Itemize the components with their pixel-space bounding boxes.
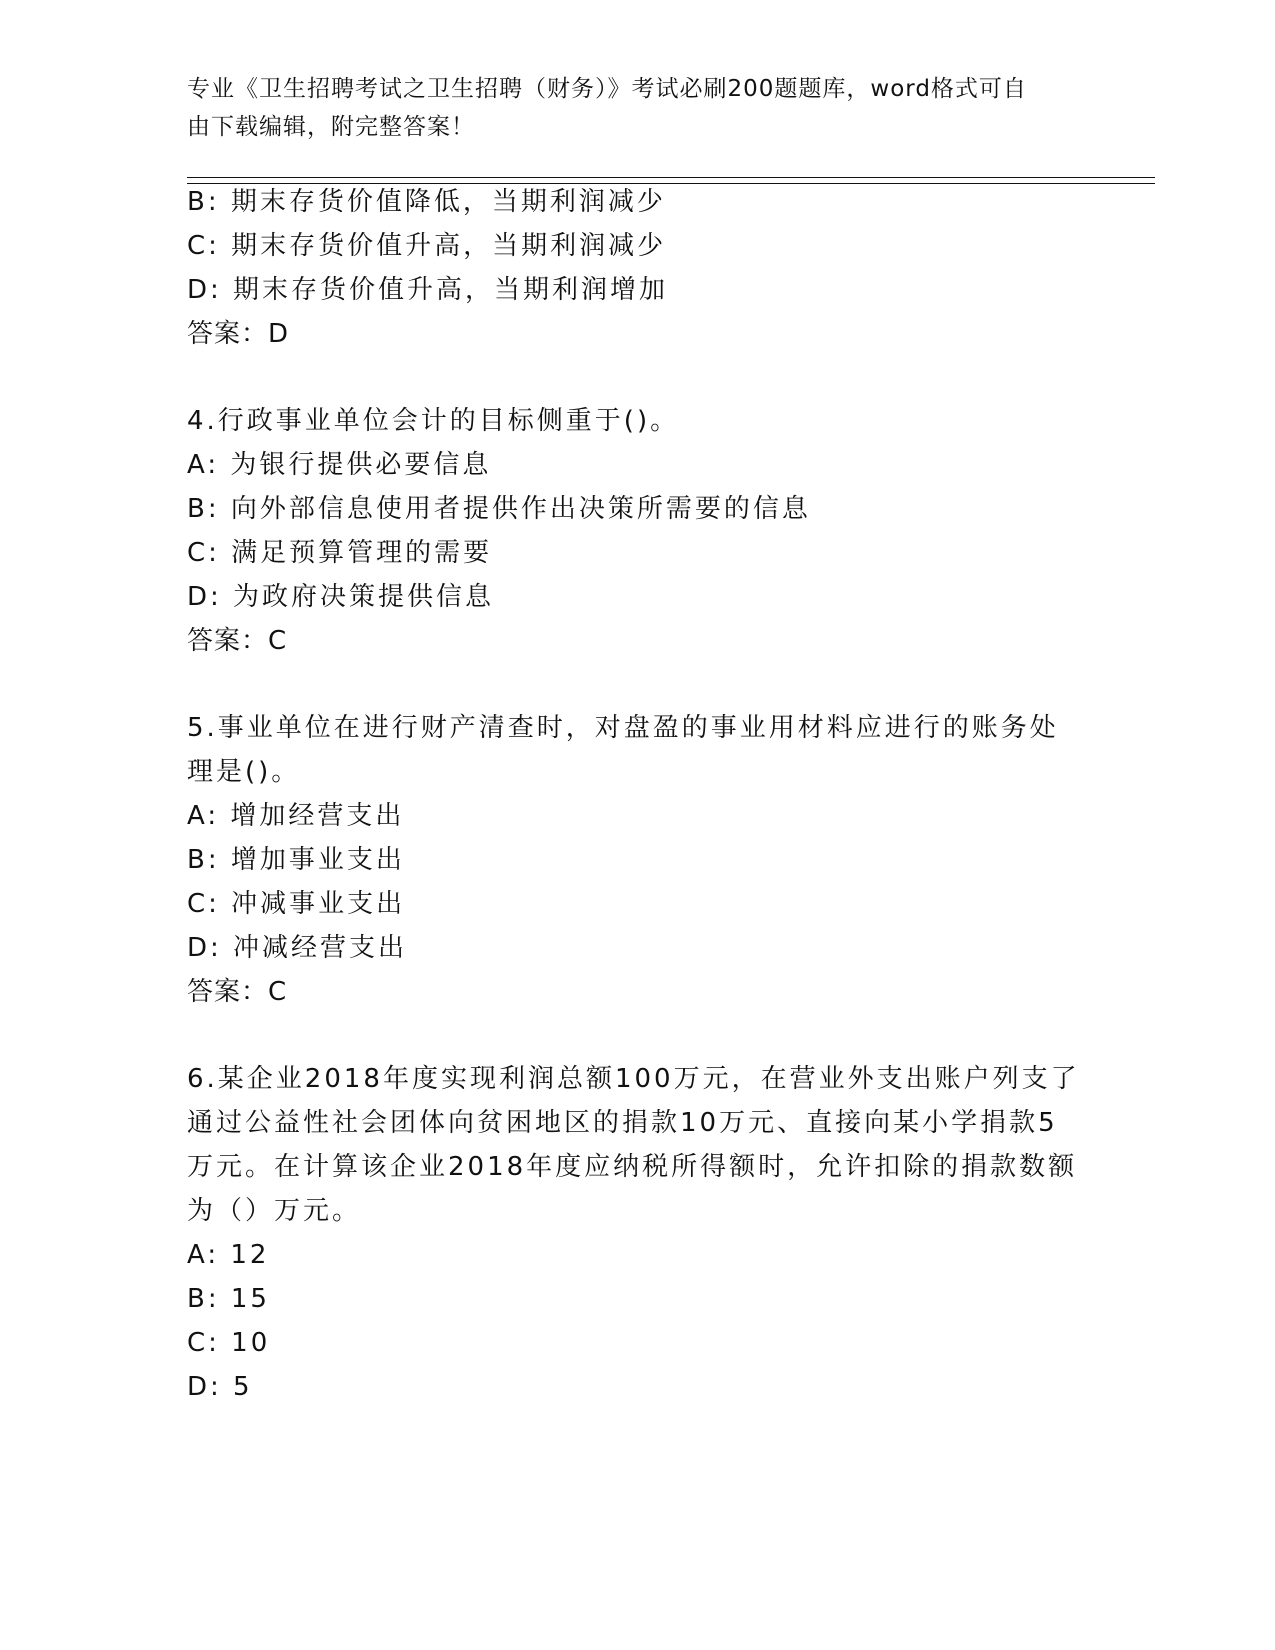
- q6-stem-line-2: 通过公益性社会团体向贫困地区的捐款10万元、直接向某小学捐款5: [187, 1108, 1058, 1138]
- q5-option-a: A: 增加经营支出: [187, 801, 405, 831]
- q5-stem-line-2: 理是()。: [187, 757, 301, 787]
- q5-option-c: C: 冲减事业支出: [187, 889, 406, 919]
- q3-option-b: B: 期末存货价值降低，当期利润减少: [187, 187, 666, 217]
- q3-option-d: D: 期末存货价值升高，当期利润增加: [187, 275, 669, 305]
- q3-option-c: C: 期末存货价值升高，当期利润减少: [187, 231, 667, 261]
- q6-stem-line-1: 6.某企业2018年度实现利润总额100万元，在营业外支出账户列支了: [187, 1064, 1080, 1094]
- q6-option-d: D: 5: [187, 1372, 253, 1402]
- q4-option-d: D: 为政府决策提供信息: [187, 582, 495, 612]
- q6-option-c: C: 10: [187, 1328, 271, 1358]
- q5-stem-line-1: 5.事业单位在进行财产清查时，对盘盈的事业用材料应进行的账务处: [187, 713, 1059, 743]
- q6-stem-line-4: 为（）万元。: [187, 1196, 362, 1226]
- q6-option-b: B: 15: [187, 1284, 270, 1314]
- document-header: 专业《卫生招聘考试之卫生招聘（财务）》考试必刷200题题库，word格式可自 由下载编辑，附完整答案！: [187, 76, 1027, 140]
- q5-option-b: B: 增加事业支出: [187, 845, 405, 875]
- q4-option-c: C: 满足预算管理的需要: [187, 538, 493, 568]
- q4-answer: 答案：C: [187, 626, 288, 656]
- q5-option-d: D: 冲减经营支出: [187, 933, 408, 963]
- q4-option-a: A: 为银行提供必要信息: [187, 450, 492, 480]
- q4-stem: 4.行政事业单位会计的目标侧重于()。: [187, 406, 680, 436]
- q3-answer: 答案：D: [187, 319, 290, 349]
- q6-option-a: A: 12: [187, 1240, 270, 1270]
- q6-stem-line-3: 万元。在计算该企业2018年度应纳税所得额时，允许扣除的捐款数额: [187, 1152, 1078, 1182]
- header-divider-bottom: [187, 183, 1155, 184]
- q4-option-b: B: 向外部信息使用者提供作出决策所需要的信息: [187, 494, 811, 524]
- q5-answer: 答案：C: [187, 977, 288, 1007]
- header-divider-top: [187, 177, 1155, 178]
